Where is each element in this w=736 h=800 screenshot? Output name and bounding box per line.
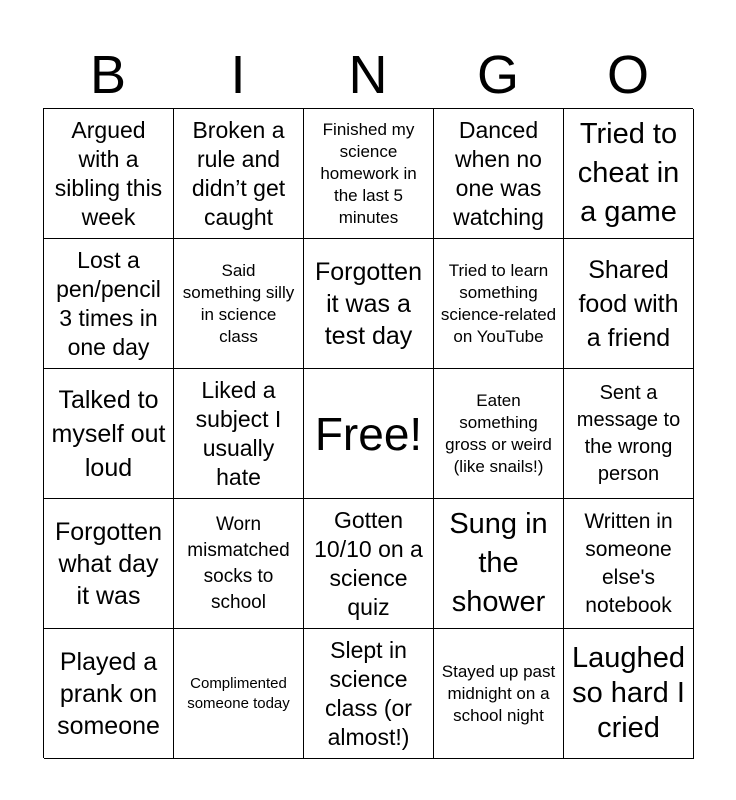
bingo-cell[interactable] [304, 499, 434, 629]
cell-text: Gotten 10/10 on a science quiz [314, 506, 423, 620]
bingo-cell[interactable] [304, 109, 434, 239]
cell-text: Complimented someone today [187, 674, 290, 712]
bingo-cell[interactable] [564, 369, 694, 499]
bingo-cell[interactable] [564, 629, 694, 759]
bingo-cell[interactable] [174, 369, 304, 499]
bingo-grid [43, 108, 693, 758]
header-letter-o: O [606, 45, 649, 105]
header-letter-g: G [476, 45, 519, 105]
cell-text: Eaten something gross or weird (like snails!) [445, 390, 552, 476]
cell-text: Tried to learn something science-related on YouTube [440, 260, 557, 346]
bingo-cell[interactable] [304, 239, 434, 369]
bingo-cell[interactable] [44, 499, 174, 629]
bingo-cell[interactable] [434, 629, 564, 759]
cell-text: Laughed so hard I cried [572, 642, 685, 744]
cell-text: Played a prank on someone [57, 647, 160, 740]
bingo-cell[interactable] [174, 629, 304, 759]
cell-text: Sent a message to the wrong person [576, 381, 681, 485]
cell-text: Said something silly in science class [182, 260, 295, 346]
bingo-cell[interactable] [434, 109, 564, 239]
cell-text: Danced when no one was watching [453, 116, 544, 230]
cell-text: Written in someone else's notebook [584, 509, 673, 617]
header-letter-i: I [230, 45, 246, 105]
cell-text: Slept in science class (or almost!) [325, 636, 412, 750]
bingo-header [43, 42, 693, 108]
bingo-cell[interactable] [304, 629, 434, 759]
cell-text: Forgotten what day it was [54, 517, 162, 610]
cell-text: Forgotten it was a test day [314, 257, 422, 350]
bingo-cell[interactable] [434, 239, 564, 369]
bingo-cell[interactable] [44, 239, 174, 369]
bingo-cell[interactable] [564, 499, 694, 629]
free-space-text: Free! [314, 407, 423, 460]
bingo-cell[interactable] [564, 239, 694, 369]
bingo-cell[interactable] [434, 369, 564, 499]
free-space[interactable] [304, 369, 434, 499]
cell-text: Lost a pen/pencil 3 times in one day [56, 246, 161, 360]
cell-text: Talked to myself out loud [51, 385, 166, 482]
cell-text: Stayed up past midnight on a school night [441, 661, 556, 725]
cell-text: Shared food with a friend [578, 255, 679, 352]
bingo-cell[interactable] [174, 499, 304, 629]
bingo-cell[interactable] [44, 109, 174, 239]
bingo-cell[interactable] [174, 109, 304, 239]
bingo-cell[interactable] [174, 239, 304, 369]
cell-text: Argued with a sibling this week [54, 116, 163, 230]
cell-text: Worn mismatched socks to school [187, 513, 290, 613]
cell-text: Finished my science homework in the last 5 minutes [320, 119, 417, 227]
cell-text: Liked a subject I usually hate [195, 376, 282, 490]
cell-text: Tried to cheat in a game [577, 118, 680, 228]
header-letter-n: N [348, 45, 388, 105]
cell-text: Sung in the shower [449, 508, 548, 618]
bingo-cell[interactable] [564, 109, 694, 239]
cell-text: Broken a rule and didn’t get caught [191, 116, 286, 230]
header-letter-b: B [89, 45, 127, 105]
bingo-cell[interactable] [434, 499, 564, 629]
bingo-cell[interactable] [44, 369, 174, 499]
bingo-cell[interactable] [44, 629, 174, 759]
